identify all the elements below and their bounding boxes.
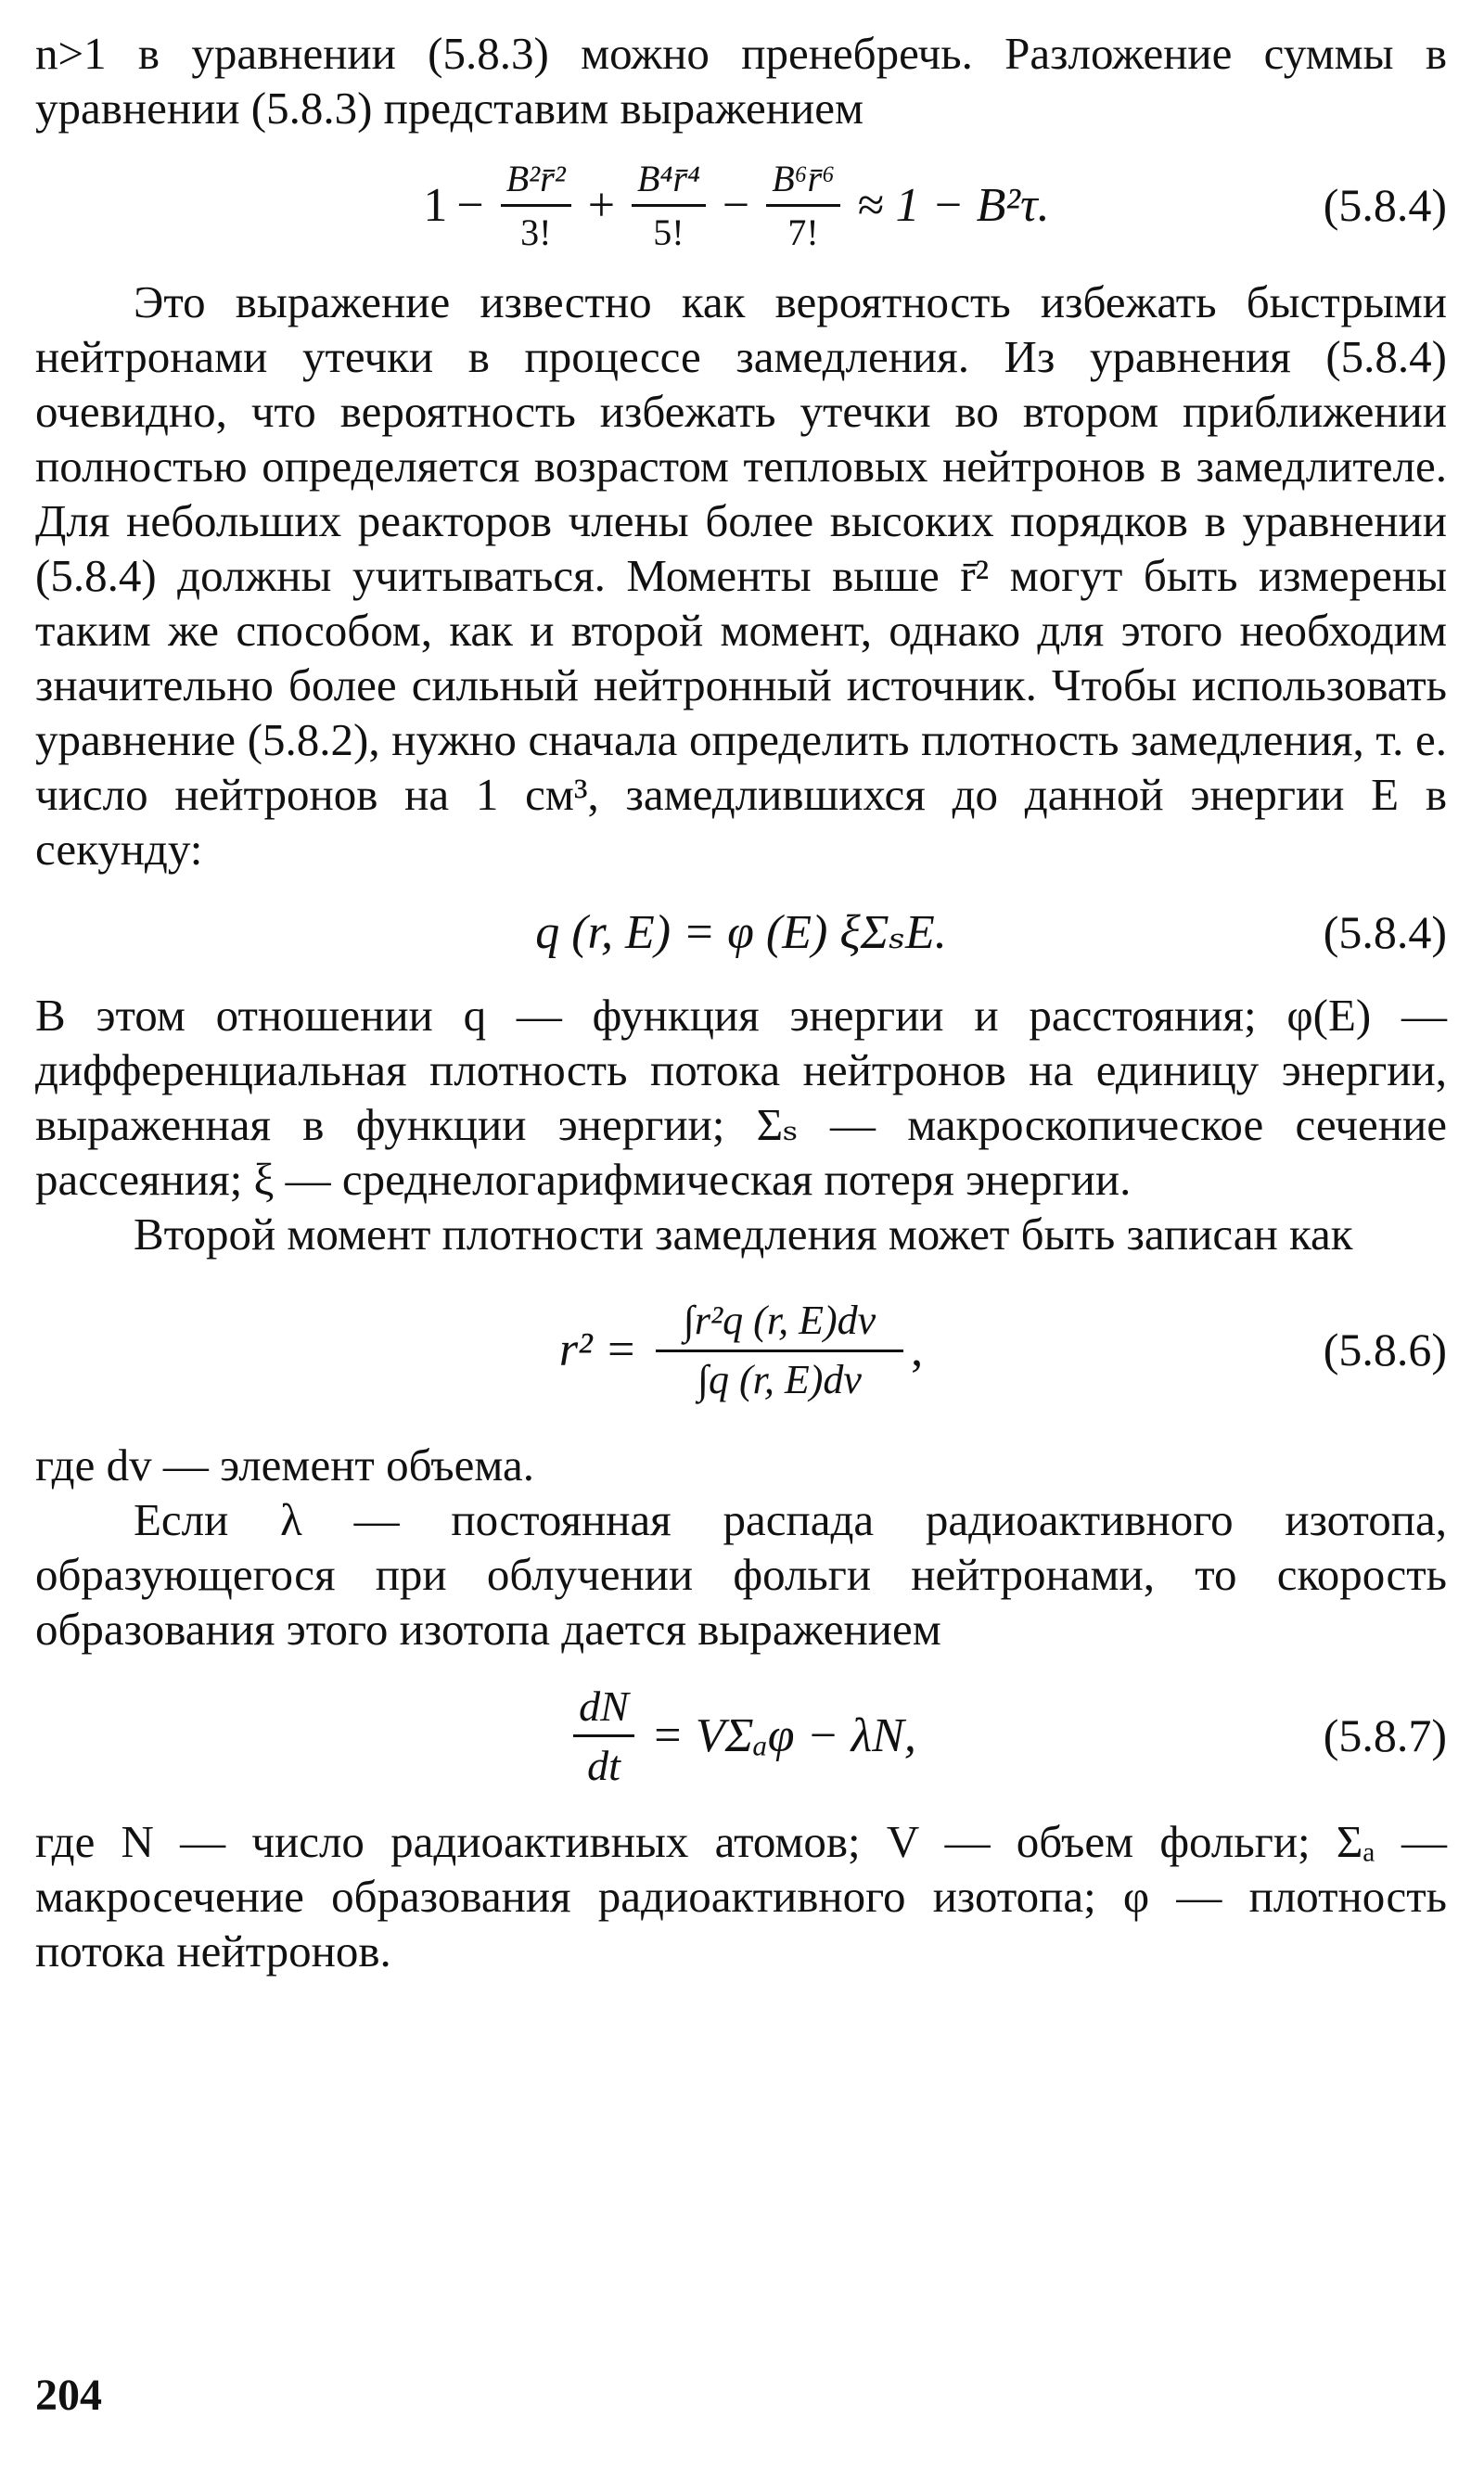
paragraph-decay: Если λ — постоянная распада радиоактивного изотопа, образующегося при облучении фольги нейтронами, то скорость образования этого изотопа дается выражением [35, 1494, 1447, 1655]
paragraph-dv: где dv — элемент объема. [35, 1439, 535, 1490]
eq-expression: q (r, E) = φ (E) ξΣₛE. [535, 906, 947, 959]
fraction-numerator: dN [573, 1682, 634, 1737]
eq-operator-minus: − [722, 178, 750, 232]
paragraph-definitions: В этом отношении q — функция энергии и расстояния; φ(E) — дифференциальная плотность потока нейтронов на единицу энергии, выраженная в функции энергии; Σₛ — макроскопическое сечение рассеяния; ξ — среднелогарифмическая потеря энергии. [35, 990, 1447, 1205]
fraction-denominator: 3! [520, 211, 552, 253]
paragraph-leakage: Это выражение известно как вероятность избежать быстрыми нейтронами утечки в процессе замедления. Из уравнения (5.8.4) очевидно, что вероятность избежать утечки во втором приближении полностью определяется возрастом тепловых нейтронов в замедлителе. Для небольших реакторов члены более высоких порядков в уравнении (5.8.4) должны учитываться. Моменты выше r̄² могут быть измерены таким же способом, как и второй момент, однако для этого необходим значительно более сильный нейтронный источник. Чтобы использовать уравнение (5.8.2), нужно сначала определить плотность замедления, т. е. число нейтронов на 1 см³, замедлившихся до данной энергии E в секунду: [35, 276, 1447, 875]
fraction-numerator: B²r̄² [501, 157, 571, 207]
fraction-numerator: ∫r²q (r, E)dv [656, 1297, 903, 1352]
paragraph-intro: n>1 в уравнении (5.8.3) можно пренебречь. Разложение суммы в уравнении (5.8.3) представим выражением [35, 28, 1447, 134]
fraction-term-3 [766, 157, 840, 254]
eq-right-side: = VΣₐφ − λN, [650, 1708, 916, 1762]
equation-5-8-7 [35, 1657, 1447, 1814]
equation-number: (5.8.4) [1323, 179, 1447, 231]
page-number: 204 [35, 2371, 102, 2420]
eq-lhs: r² = [558, 1323, 637, 1376]
equation-body [35, 135, 1447, 275]
eq-term-one: 1 [423, 178, 448, 232]
fraction-denominator: ∫q (r, E)dv [697, 1356, 862, 1402]
fraction-derivative [573, 1682, 634, 1790]
paragraph-notation: где N — число радиоактивных атомов; V — объем фольги; Σₐ — макросечение образования радиоактивного изотопа; φ — плотность потока нейтронов. [35, 1816, 1447, 1976]
eq-operator-plus: + [587, 178, 616, 232]
fraction-denominator: 7! [787, 211, 819, 253]
fraction-numerator: B⁶r̄⁶ [766, 157, 840, 207]
fraction-term-2 [632, 157, 706, 254]
eq-operator-minus: − [456, 178, 484, 232]
equation-body [35, 1657, 1447, 1814]
equation-number: (5.8.7) [1323, 1709, 1447, 1761]
eq-comma: , [911, 1323, 924, 1376]
fraction-denominator: 5! [653, 211, 684, 253]
equation-number: (5.8.6) [1323, 1324, 1447, 1375]
fraction-moment [656, 1297, 903, 1403]
equation-5-8-4-series [35, 135, 1447, 275]
fraction-numerator: B⁴r̄⁴ [632, 157, 706, 207]
equation-body [35, 1261, 1447, 1438]
fraction-denominator: dt [587, 1741, 620, 1789]
fraction-term-1 [501, 157, 571, 254]
equation-5-8-6 [35, 1261, 1447, 1438]
equation-number: (5.8.4) [1323, 906, 1447, 958]
equation-slowing-density [35, 876, 1447, 988]
eq-right-side: ≈ 1 − B²τ. [857, 178, 1050, 232]
paragraph-second-moment: Второй момент плотности замедления может быть записан как [134, 1209, 1353, 1260]
equation-body [35, 876, 1447, 988]
